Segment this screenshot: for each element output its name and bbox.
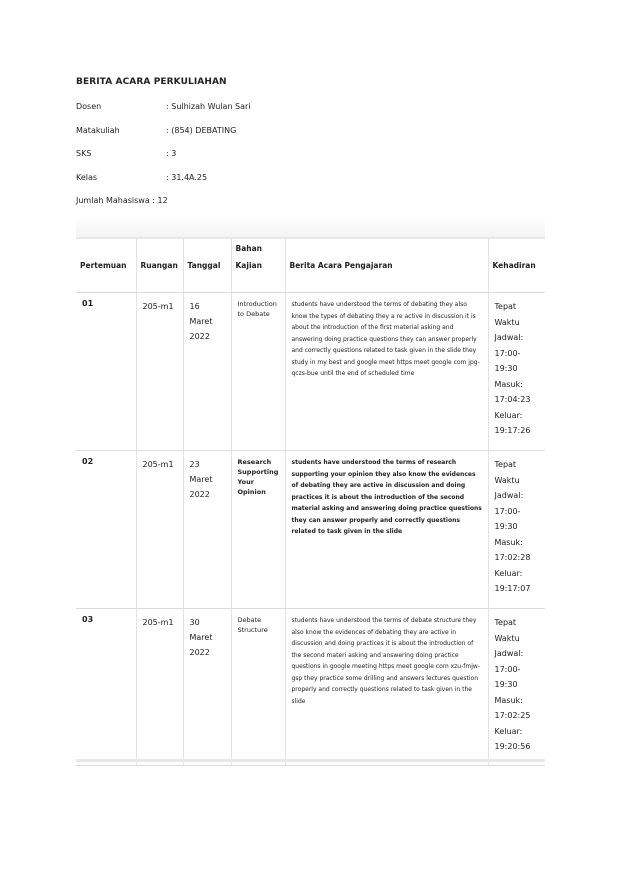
tanggal-month: Maret bbox=[189, 633, 213, 642]
kehadiran-line: Jadwal: bbox=[494, 491, 524, 500]
info-value: : (854) DEBATING bbox=[166, 126, 237, 135]
info-row-dosen bbox=[76, 102, 251, 111]
cell-bahan-kajian: Introduction to Debate bbox=[231, 293, 285, 451]
cell-bahan-kajian: Debate Structure bbox=[231, 609, 285, 766]
header-kehadiran: Kehadiran bbox=[488, 238, 545, 293]
tanggal-day: 16 bbox=[189, 302, 200, 311]
cell-kehadiran bbox=[488, 293, 545, 451]
header-bahan-kajian bbox=[231, 238, 285, 293]
table-row bbox=[76, 293, 545, 451]
kehadiran-line: Waktu bbox=[494, 317, 520, 327]
header-tanggal: Tanggal bbox=[183, 238, 231, 293]
kehadiran-line: Keluar: bbox=[494, 568, 523, 578]
cell-kehadiran bbox=[488, 451, 545, 609]
table-top-shadow bbox=[76, 216, 545, 238]
kehadiran-line: Masuk: bbox=[494, 537, 523, 547]
cell-bahan-kajian: Research Supporting Your Opinion bbox=[231, 451, 285, 609]
cell-berita-acara: students have understood the terms of debate structure they also know the evidences of debating they are active in discussion and doing practices it is about the introduction of the second materi asking and answering doing practice questions in google meeting https meet google com xzu-fmjw-gsp they practice some drilling and answers lectures question properly and correctly questions related to task given in the slide bbox=[285, 609, 488, 766]
table-bottom-border bbox=[76, 759, 545, 762]
cell-ruangan: 205-m1 bbox=[136, 293, 183, 451]
info-row-kelas bbox=[76, 173, 207, 182]
kehadiran-line: Waktu bbox=[494, 633, 520, 643]
kehadiran-line: 19:17:07 bbox=[494, 584, 531, 593]
header-bahan-line2: Kajian bbox=[235, 260, 262, 270]
kehadiran-line: Keluar: bbox=[494, 410, 523, 420]
header-bahan-line1: Bahan bbox=[235, 243, 263, 253]
info-row-sks bbox=[76, 149, 176, 158]
cell-tanggal bbox=[183, 293, 231, 451]
kehadiran-line: Keluar: bbox=[494, 726, 523, 736]
cell-ruangan: 205-m1 bbox=[136, 451, 183, 609]
kehadiran-line: Jadwal: bbox=[494, 333, 524, 342]
kehadiran-line: Tepat bbox=[494, 302, 517, 311]
table-header-row bbox=[76, 238, 545, 293]
kehadiran-line: 17:00- bbox=[494, 348, 521, 358]
cell-kehadiran bbox=[488, 609, 545, 766]
kehadiran-line: Tepat bbox=[494, 618, 517, 627]
cell-pertemuan: 03 bbox=[76, 609, 136, 766]
header-ruangan: Ruangan bbox=[136, 238, 183, 293]
tanggal-day: 23 bbox=[189, 460, 200, 469]
kehadiran-line: 19:30 bbox=[494, 680, 518, 689]
info-row-jumlah-mahasiswa: Jumlah Mahasiswa : 12 bbox=[76, 196, 168, 205]
kehadiran-line: Masuk: bbox=[494, 695, 523, 705]
info-row-matakuliah bbox=[76, 126, 236, 135]
cell-pertemuan: 02 bbox=[76, 451, 136, 609]
kehadiran-line: 17:04:23 bbox=[494, 395, 531, 404]
info-value: : 3 bbox=[166, 149, 177, 158]
kehadiran-line: Jadwal: bbox=[494, 649, 524, 658]
kehadiran-line: 19:17:26 bbox=[494, 426, 531, 435]
tanggal-day: 30 bbox=[189, 618, 200, 627]
kehadiran-line: Masuk: bbox=[494, 379, 523, 389]
cell-berita-acara: students have understood the terms of research supporting your opinion they also know the evidences of debating they are active in discussion and doing practices it is about the introduction of the second material asking and answering doing practice questions they can answer properly and correctly questions related to task given in the slide bbox=[285, 451, 488, 609]
kehadiran-line: Waktu bbox=[494, 475, 520, 485]
table-row bbox=[76, 609, 545, 766]
header-berita-acara: Berita Acara Pengajaran bbox=[285, 238, 488, 293]
cell-tanggal bbox=[183, 609, 231, 766]
info-label: Matakuliah bbox=[76, 126, 120, 135]
kehadiran-line: 17:02:28 bbox=[494, 553, 531, 562]
info-value: : 31.4A.25 bbox=[166, 173, 208, 182]
kehadiran-line: 19:30 bbox=[494, 522, 518, 531]
info-label: Dosen bbox=[76, 102, 102, 111]
table-row bbox=[76, 451, 545, 609]
kehadiran-line: 17:00- bbox=[494, 506, 521, 516]
cell-berita-acara: students have understood the terms of debating they also know the types of debating they a re active in discussion it is about the introduction of the first material asking and answering doing practice questions they can answer properly and correctly questions related to task given in the slide they study in my best and google meet https meet google com jpg-qczs-bue until the end of scheduled time bbox=[285, 293, 488, 451]
info-label: SKS bbox=[76, 149, 92, 158]
document-title: BERITA ACARA PERKULIAHAN bbox=[76, 77, 227, 87]
tanggal-month: Maret bbox=[189, 475, 213, 484]
kehadiran-line: 17:00- bbox=[494, 664, 521, 674]
header-pertemuan: Pertemuan bbox=[76, 238, 136, 293]
tanggal-month: Maret bbox=[189, 317, 213, 326]
cell-ruangan: 205-m1 bbox=[136, 609, 183, 766]
kehadiran-line: 17:02:25 bbox=[494, 711, 531, 720]
kehadiran-line: Tepat bbox=[494, 460, 517, 469]
kehadiran-line: 19:20:56 bbox=[494, 742, 531, 751]
attendance-table bbox=[76, 237, 545, 766]
info-value: : Sulhizah Wulan Sari bbox=[166, 102, 251, 111]
cell-tanggal bbox=[183, 451, 231, 609]
tanggal-year: 2022 bbox=[189, 490, 210, 499]
tanggal-year: 2022 bbox=[189, 332, 210, 341]
tanggal-year: 2022 bbox=[189, 648, 210, 657]
cell-pertemuan: 01 bbox=[76, 293, 136, 451]
kehadiran-line: 19:30 bbox=[494, 364, 518, 373]
info-label: Kelas bbox=[76, 173, 98, 182]
